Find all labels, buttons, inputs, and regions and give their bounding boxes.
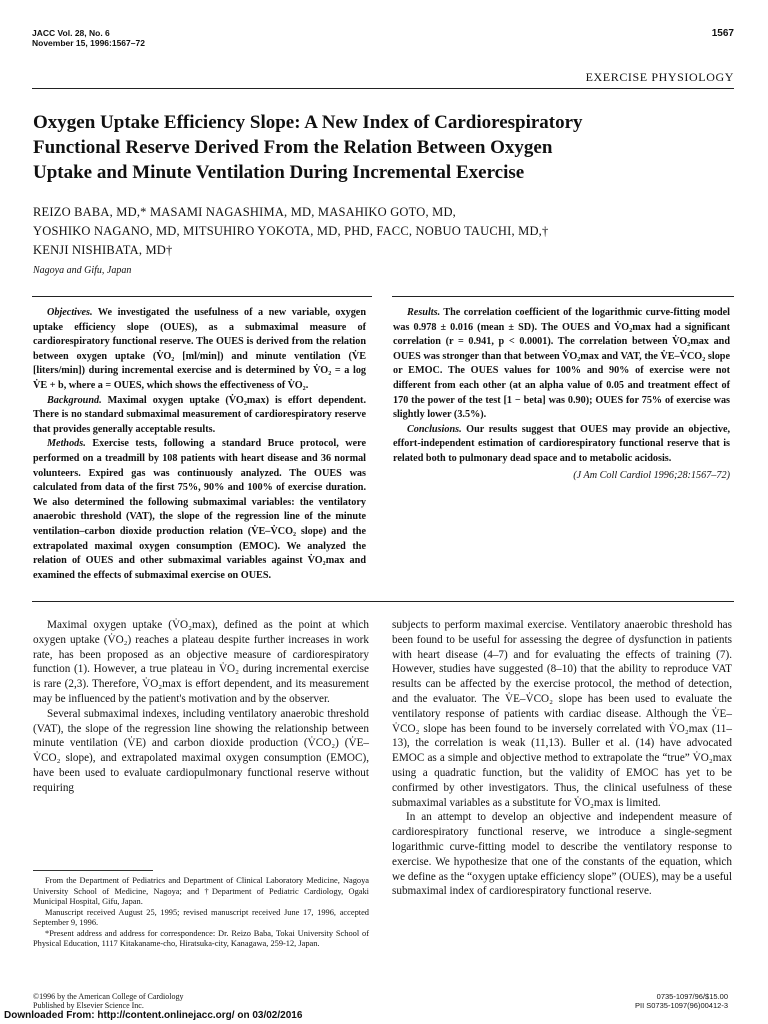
conclusions-text: Our results suggest that OUES may provide an objective, effort-independent estimation of cardiorespiratory functional reserve that is related both to pulmonary dead space and to metabolic acidosis.	[393, 423, 731, 464]
body-paragraph: Several submaximal indexes, including ventilatory anaerobic threshold (VAT), the slope of the regression line showing the relationship between minute ventilation (V̇E) and carbon dioxide production (V̇CO₂) (V̇E–V̇CO₂ slope), and extrapolated maximal oxygen consumption (EMOC), have been used to evaluate cardiopulmonary functional reserve without requiring	[33, 707, 369, 794]
author-line: REIZO BABA, MD,* MASAMI NAGASHIMA, MD, MASAHIKO GOTO, MD,	[33, 205, 456, 219]
author-line: YOSHIKO NAGANO, MD, MITSUHIRO YOKOTA, MD, PHD, FACC, NOBUO TAUCHI, MD,†	[33, 224, 549, 238]
body-right-column	[392, 618, 732, 899]
article-title	[33, 110, 733, 185]
issn-line: 0735-1097/96/$15.00	[656, 992, 728, 1001]
journal-date: November 15, 1996:1567–72	[32, 38, 145, 48]
objectives-label: Objectives.	[47, 307, 93, 318]
journal-volume: JACC Vol. 28, No. 6	[32, 28, 110, 38]
body-paragraph: Maximal oxygen uptake (V̇O₂max), defined as the point at which oxygen uptake (V̇O₂) reaches a plateau despite further increases in work rate, has been proposed as an objective measure of cardiorespiratory function (1). However, a true plateau in V̇O₂ during incremental exercise is rare (2,3). Therefore, V̇O₂max is effort dependent, and its measurement may be influenced by the patient's motivation and by the observer.	[33, 619, 369, 705]
title-line: Oxygen Uptake Efficiency Slope: A New Index of Cardiorespiratory	[33, 112, 583, 133]
abstract-rule-left	[32, 296, 372, 297]
objectives-text: We investigated the usefulness of a new variable, oxygen uptake efficiency slope (OUES), as a submaximal measure of cardiorespiratory functional reserve. The OUES is derived from the relation between oxygen uptake (V̇O₂ [ml/min]) and minute ventilation (V̇E [liters/min]) during incremental exercise and is determined by V̇O₂ = a log V̇E + b, where a = OUES, which shows the effectiveness of V̇O₂.	[33, 307, 366, 391]
footnote-rule	[33, 870, 153, 871]
author-line: KENJI NISHIBATA, MD†	[33, 243, 173, 257]
abstract-bottom-rule	[32, 601, 734, 602]
footnotes	[33, 876, 369, 950]
footnote-affiliation: From the Department of Pediatrics and Department of Clinical Laboratory Medicine, Nagoya University School of Medicine, Nagoya; and †Department of Pediatric Cardiology, Ogaki Municipal Hospital, Gifu, Japan.	[33, 876, 369, 906]
abstract-objectives	[33, 306, 366, 394]
copyright	[33, 992, 184, 1010]
abstract-background	[33, 394, 366, 438]
abstract-conclusions	[393, 423, 730, 467]
abstract-right-column	[393, 306, 730, 483]
body-paragraph: subjects to perform maximal exercise. Ventilatory anaerobic threshold has been found to be useful for assessing the degree of dysfunction in patients with heart disease (4–7) and for evaluating the effects of training (7). However, studies have suggested (8–10) that the ability to reproduce VAT results can be affected by the exercise protocol, the method of detection, and the evaluator. The V̇E–V̇CO₂ slope has been used to evaluate the ventilatory response of patients with cardiac disease. Although the V̇E–V̇CO₂ slope has been found to be inversely correlated with V̇O₂max (11–13), the correlation is weak (11,13). Buller et al. (14) have advocated EMOC as a simple and objective method to extrapolate the “true” V̇O₂max using a quadratic function, but the validity of EMOC has yet to be confirmed by other investigators. Thus, the clinical usefulness of these submaximal variables as a substitute for V̇O₂max is limited.	[392, 619, 732, 809]
page-number: 1567	[711, 28, 734, 39]
abstract-left-column	[33, 306, 366, 583]
footnote-received: Manuscript received August 25, 1995; revised manuscript received June 17, 1996, accepted September 9, 1996.	[33, 907, 369, 927]
author-list	[33, 203, 738, 260]
footnote-address: *Present address and address for correspondence: Dr. Reizo Baba, Tokai University School of Physical Education, 1117 Kitakaname-cho, Hiratsuka-city, Kanagawa, 259-12, Japan.	[33, 928, 369, 948]
conclusions-label: Conclusions.	[407, 423, 462, 435]
background-label: Background.	[47, 394, 102, 406]
body-left-column	[33, 618, 369, 796]
results-text: The correlation coefficient of the logarithmic curve-fitting model was 0.978 ± 0.016 (mean ± SD). The OUES and V̇O₂max had a significant correlation (r = 0.941, p < 0.0001). The correlation between V̇O₂max and OUES was stronger than that between V̇O₂max and VAT, the V̇E–V̇CO₂ slope or EMOC. The OUES values for 100% and 90% of exercise were not different from each other (at an alpha value of 0.05 and treatment effect of 170 the power of the test [1 − beta] was 0.90); OUES for 75% of exercise was slightly lower (3.5%).	[393, 307, 730, 421]
publisher-line: Published by Elsevier Science Inc.	[33, 1001, 144, 1010]
section-heading: EXERCISE PHYSIOLOGY	[585, 70, 734, 84]
copyright-line: ©1996 by the American College of Cardiology	[33, 992, 184, 1001]
abstract-rule-right	[392, 296, 734, 297]
abstract-results	[393, 306, 730, 423]
title-line: Functional Reserve Derived From the Relation Between Oxygen	[33, 137, 553, 158]
issn-block	[635, 992, 728, 1010]
body-paragraph: In an attempt to develop an objective and independent measure of cardiorespiratory functional reserve, we introduce a single-segment logarithmic curve-fitting model to describe the ventilatory response to exercise. We hypothesize that one of the constants of the equation, which we define as the “oxygen uptake efficiency slope” (OUES), may be a useful submaximal index of cardiorespiratory functional reserve.	[392, 811, 732, 898]
affiliation: Nagoya and Gifu, Japan	[33, 265, 132, 276]
background-text: Maximal oxygen uptake (V̇O₂max) is effort dependent. There is no standard submaximal measurement of cardiorespiratory reserve that provides generally acceptable results.	[33, 394, 366, 435]
methods-text: Exercise tests, following a standard Bruce protocol, were performed on a treadmill by 108 patients with heart disease and 36 normal volunteers. Expired gas was continuously analyzed. The OUES was calculated from data of the first 75%, 90% and 100% of exercise duration. We also determined the following submaximal variables: the ventilatory anaerobic threshold (VAT), the slope of the regression line of the minute ventilation–carbon dioxide production relation (V̇E–V̇CO₂ slope) and the extrapolated maximal oxygen consumption (EMOC). We analyzed the relation of OUES and other submaximal variables against V̇O₂max and examined the effects of submaximal exercise on OUES.	[33, 438, 367, 581]
journal-header	[32, 28, 145, 48]
methods-label: Methods.	[47, 438, 86, 450]
citation: (J Am Coll Cardiol 1996;28:1567–72)	[573, 469, 730, 481]
header-rule	[32, 88, 734, 89]
download-stamp: Downloaded From: http://content.onlinejacc.org/ on 03/02/2016	[4, 1010, 303, 1021]
pii-line: PII S0735-1097(96)00412-3	[635, 1001, 728, 1010]
title-line: Uptake and Minute Ventilation During Incremental Exercise	[33, 162, 525, 183]
abstract-methods	[33, 437, 366, 583]
results-label: Results.	[407, 307, 441, 318]
